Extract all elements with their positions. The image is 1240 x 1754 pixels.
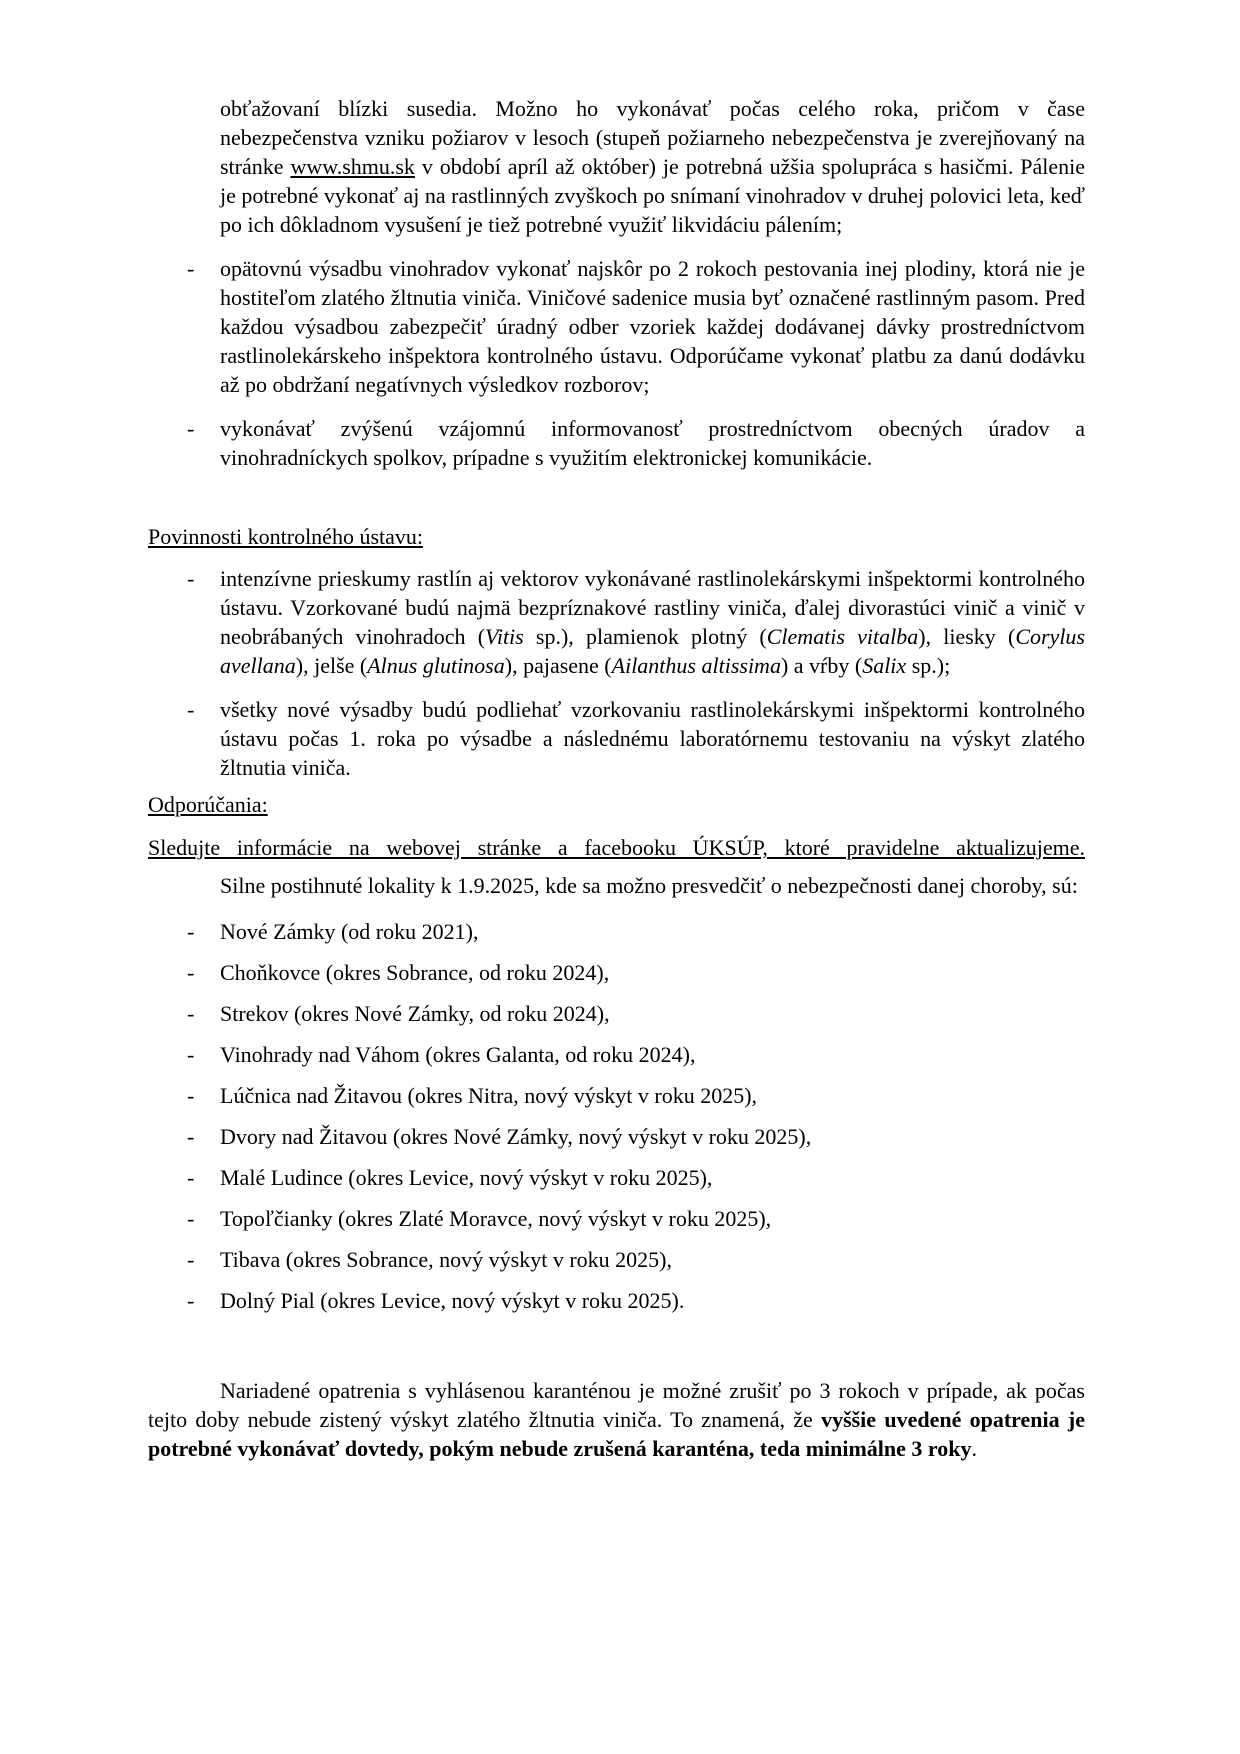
duties-bullet-group — [148, 564, 1085, 782]
dash-marker: - — [187, 1288, 195, 1313]
text-segment: Vitis — [485, 624, 524, 649]
text-segment: Salix — [862, 653, 907, 678]
text-segment: Nariadené opatrenia s vyhlásenou karanténou je možné zrušiť po 3 rokoch v prípade, ak počas tejto doby nebude zistený výskyt zlatého žltnutia viniča. To znamená, že — [148, 1378, 1085, 1432]
recommendations-heading: Odporúčania: — [148, 792, 268, 817]
bullet-text — [220, 697, 1085, 780]
dash-marker: - — [187, 697, 195, 722]
bullet-item — [187, 564, 1085, 680]
text-segment: vyššie uvedené opatrenia je potrebné vykonávať dovtedy, pokým nebude zrušená karanténa, teda minimálne 3 roky — [148, 1407, 1086, 1461]
locality-label: Dolný Pial (okres Levice, nový výskyt v roku 2025). — [220, 1288, 685, 1313]
locality-item — [187, 1245, 1085, 1274]
text-segment: Alnus glutinosa — [367, 653, 505, 678]
text-segment: Corylus avellana — [220, 624, 1085, 678]
text-segment: v období apríl až október) je potrebná užšia spolupráca s hasičmi. Pálenie je potrebné vykonať aj na rastlinných zvyškoch po snímaní vinohradov v druhej polovici leta, keď po ich dôkladnom vysušení je tiež potrebné využiť likvidáciu pálením; — [220, 154, 1085, 237]
locality-item — [187, 958, 1085, 987]
intro-paragraph — [220, 94, 1085, 239]
dash-marker: - — [187, 416, 195, 441]
locality-label: Choňkovce (okres Sobrance, od roku 2024), — [220, 960, 610, 985]
locality-label: Malé Ludince (okres Levice, nový výskyt v roku 2025), — [220, 1165, 713, 1190]
dash-marker: - — [187, 566, 195, 591]
duties-heading: Povinnosti kontrolného ústavu: — [148, 524, 423, 549]
locality-item — [187, 1122, 1085, 1151]
locality-label: Nové Zámky (od roku 2021), — [220, 919, 479, 944]
text-segment: opätovnú výsadbu vinohradov vykonať najskôr po 2 rokoch pestovania inej plodiny, ktorá nie je hostiteľom zlatého žltnutia viniča. Viničové sadenice musia byť označené rastlinným pasom. Pred každou výsadbou zabezpečiť úradný odber vzoriek každej dodávanej dávky prostredníctvom rastlinolekárskeho inšpektora kontrolného ústavu. Odporúčame vykonať platbu za danú dodávku až po obdržaní negatívnych výsledkov rozborov; — [220, 256, 1085, 397]
text-segment: sp.); — [906, 653, 951, 678]
follow-info-line: Sledujte informácie na webovej stránke a facebooku ÚKSÚP, ktoré pravidelne aktualizujeme. — [148, 835, 1085, 860]
locality-item — [187, 1204, 1085, 1233]
dash-marker: - — [187, 960, 195, 985]
bullet-text — [220, 416, 1085, 470]
shmu-link[interactable]: www.shmu.sk — [290, 154, 415, 179]
text-segment: ) a vŕby ( — [780, 653, 863, 678]
text-segment: . — [971, 1436, 978, 1461]
locality-label: Vinohrady nad Váhom (okres Galanta, od roku 2024), — [220, 1042, 696, 1067]
dash-marker: - — [187, 1001, 195, 1026]
text-segment: sp.), plamienok plotný ( — [523, 624, 767, 649]
measures-bullet-group — [148, 254, 1085, 472]
text-segment: Ailanthus altissima — [611, 653, 781, 678]
dash-marker: - — [187, 1124, 195, 1149]
locality-item — [187, 1163, 1085, 1192]
locality-item — [187, 917, 1085, 946]
dash-marker: - — [187, 1206, 195, 1231]
text-segment: vykonávať zvýšenú vzájomnú informovanosť prostredníctvom obecných úradov a vinohradníckych spolkov, prípadne s využitím elektronickej komunikácie. — [220, 416, 1085, 470]
locality-label: Tibava (okres Sobrance, nový výskyt v roku 2025), — [220, 1247, 672, 1272]
dash-marker: - — [187, 256, 195, 281]
locality-item — [187, 1040, 1085, 1069]
locality-label: Lúčnica nad Žitavou (okres Nitra, nový výskyt v roku 2025), — [220, 1083, 758, 1108]
bullet-item — [187, 414, 1085, 472]
text-segment: ), liesky ( — [918, 624, 1016, 649]
bullet-text — [220, 566, 1085, 678]
locality-label: Dvory nad Žitavou (okres Nové Zámky, nový výskyt v roku 2025), — [220, 1124, 812, 1149]
text-segment: ), pajasene ( — [504, 653, 612, 678]
text-segment: intenzívne prieskumy rastlín aj vektorov vykonávané rastlinolekárskymi inšpektormi kontrolného ústavu. Vzorkované budú najmä bezpríznakové rastliny viniča, ďalej divorastúci vinič a vinič v neobrábaných vinohradoch ( — [220, 566, 1085, 649]
dash-marker: - — [187, 1042, 195, 1067]
closing-paragraph — [148, 1376, 1085, 1463]
bullet-item — [187, 695, 1085, 782]
dash-marker: - — [187, 1165, 195, 1190]
localities-intro: Silne postihnuté lokality k 1.9.2025, kde sa možno presvedčiť o nebezpečnosti danej choroby, sú: — [220, 873, 1078, 898]
dash-marker: - — [187, 1247, 195, 1272]
locality-item — [187, 1081, 1085, 1110]
text-segment: ), jelše ( — [295, 653, 368, 678]
locality-item — [187, 999, 1085, 1028]
text-segment: všetky nové výsadby budú podliehať vzorkovaniu rastlinolekárskymi inšpektormi kontrolného ústavu počas 1. roka po výsadbe a následnému laboratórnemu testovaniu na výskyt zlatého žltnutia viniča. — [220, 697, 1085, 780]
bullet-item — [187, 254, 1085, 399]
dash-marker: - — [187, 919, 195, 944]
locality-label: Strekov (okres Nové Zámky, od roku 2024), — [220, 1001, 610, 1026]
dash-marker: - — [187, 1083, 195, 1108]
bullet-text — [220, 256, 1085, 397]
text-segment: Clematis vitalba — [766, 624, 919, 649]
text-segment: obťažovaní blízki susedia. Možno ho vykonávať počas celého roka, pričom v čase nebezpečenstva vzniku požiarov v lesoch (stupeň požiarneho nebezpečenstva je zverejňovaný na stránke — [220, 96, 1085, 179]
locality-label: Topoľčianky (okres Zlaté Moravce, nový výskyt v roku 2025), — [220, 1206, 772, 1231]
locality-item — [187, 1286, 1085, 1315]
localities-list — [148, 917, 1085, 1315]
